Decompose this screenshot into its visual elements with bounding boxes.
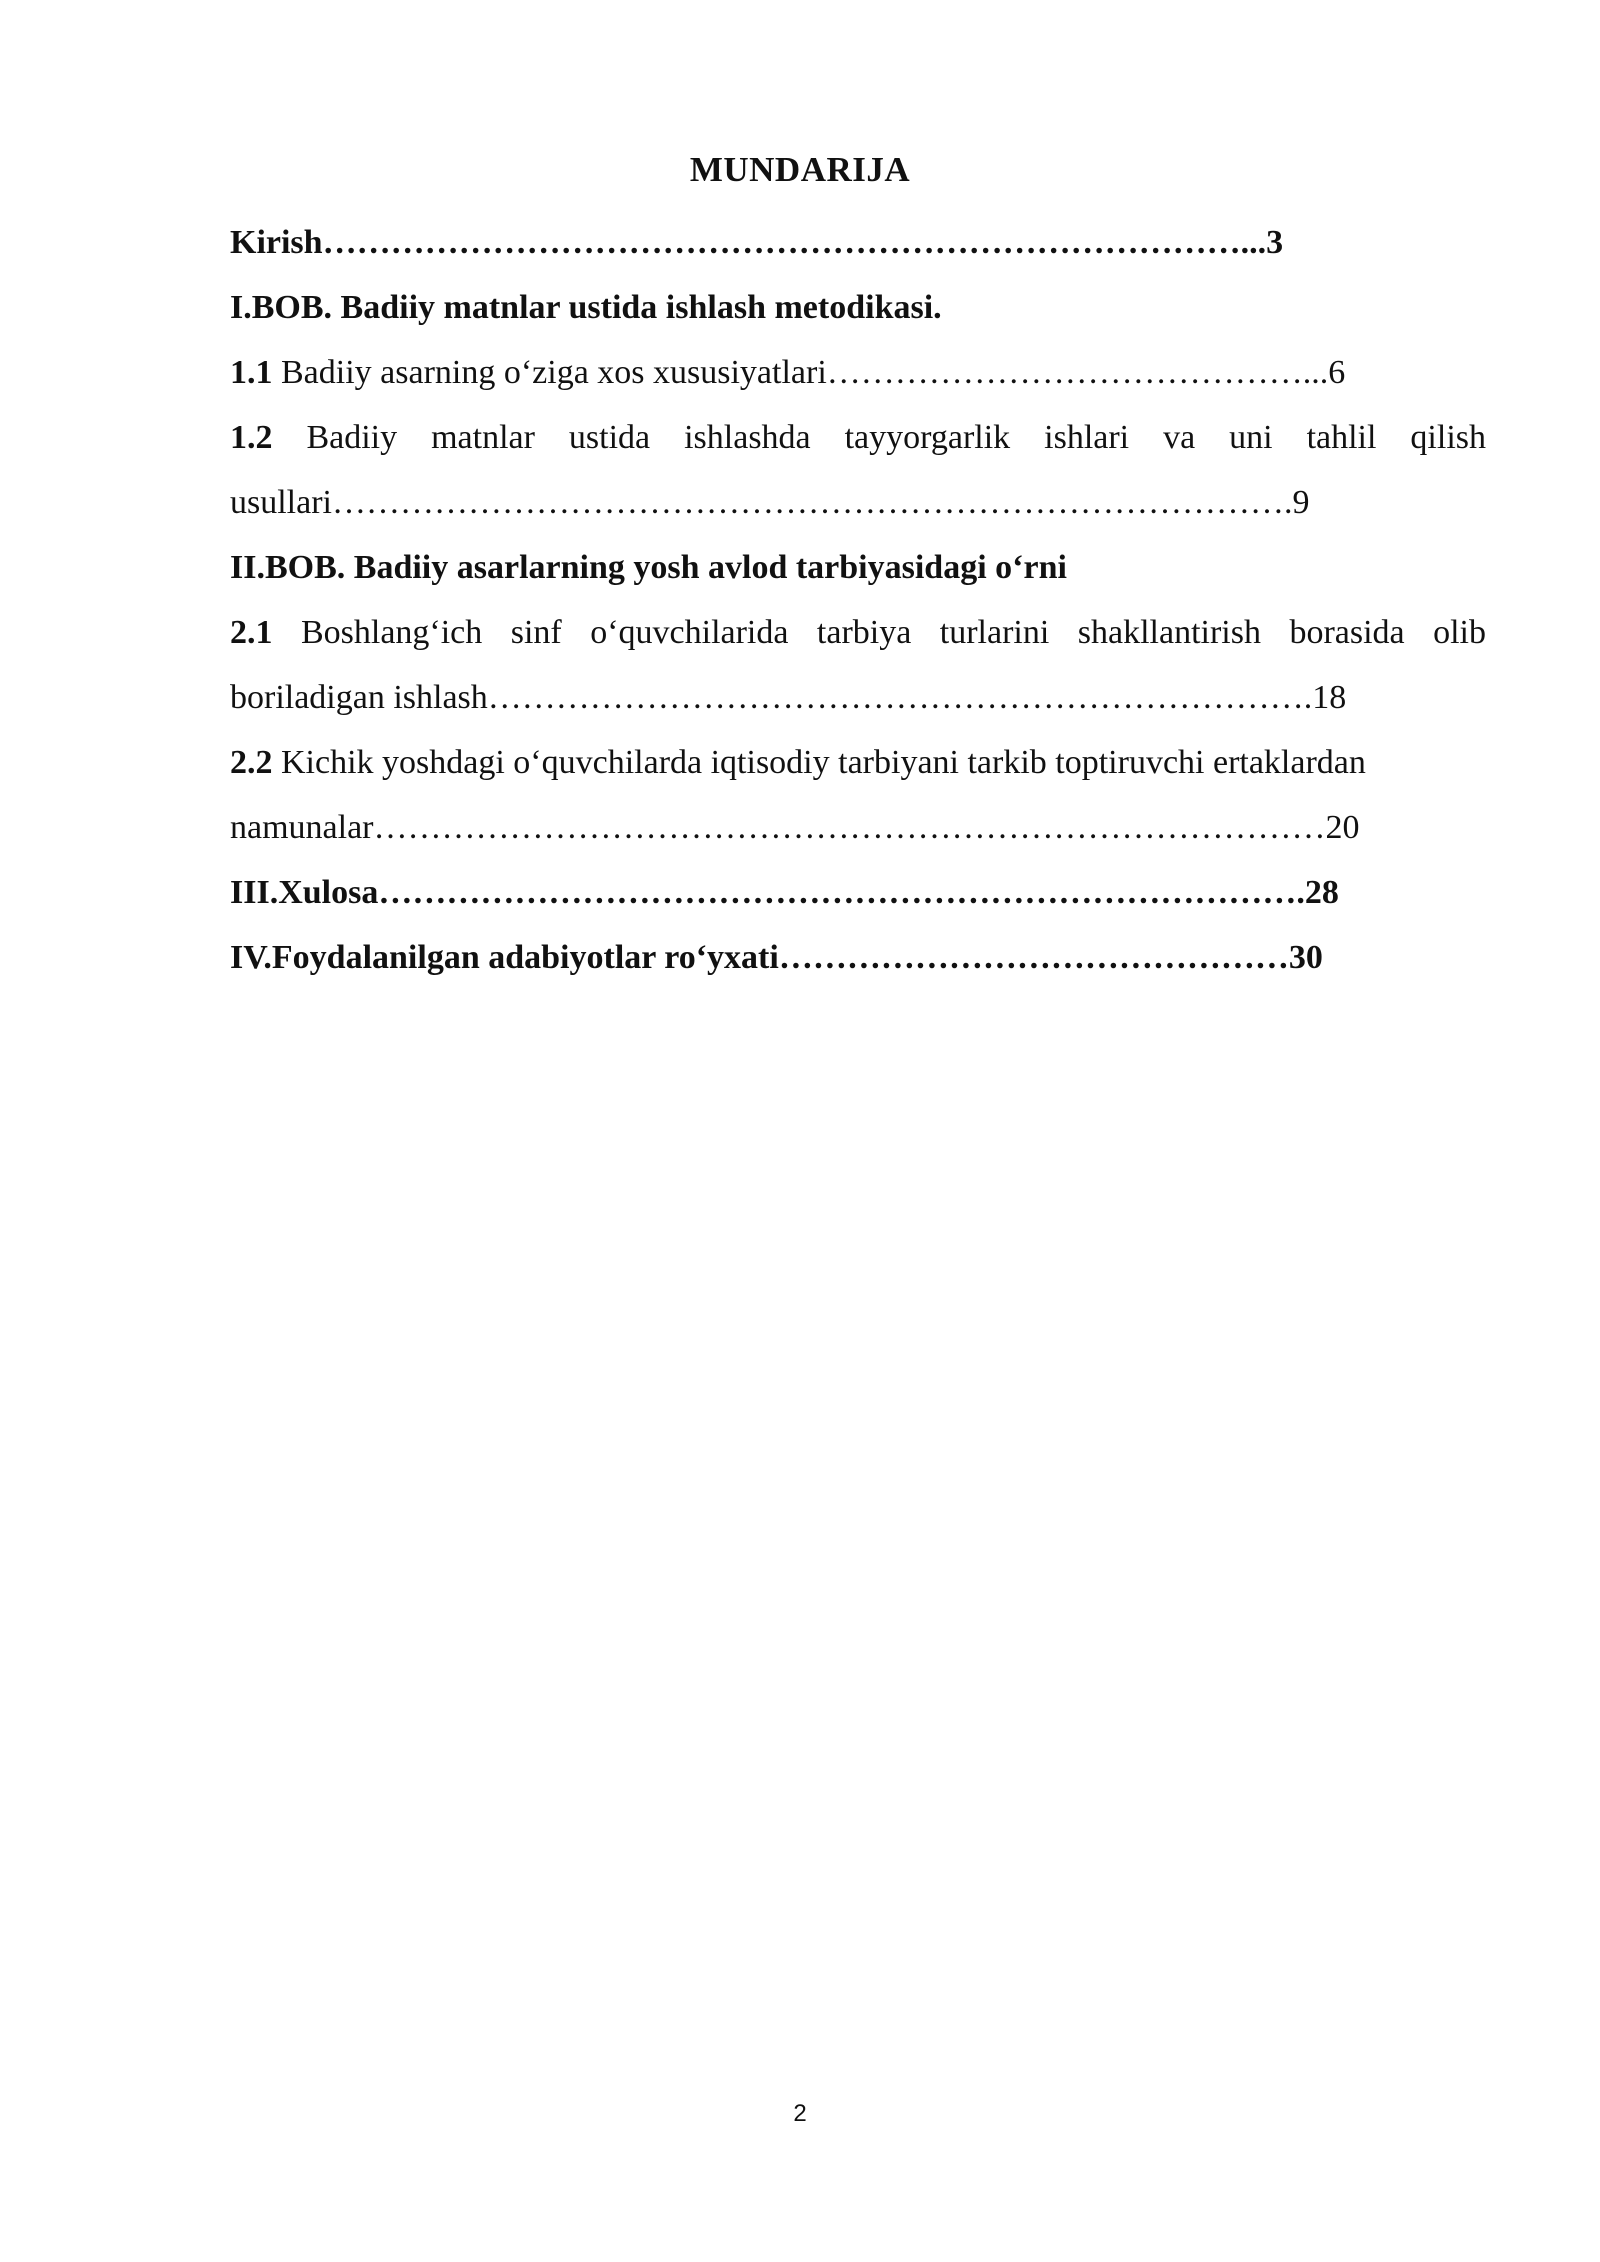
- page-title: MUNDARIJA: [689, 150, 911, 189]
- toc-chapter-1: I.BOB. Badiiy matnlar ustida ishlash metodikasi.: [230, 289, 942, 326]
- section-number: 2.1: [230, 614, 273, 651]
- toc-section-2-1-continued: boriladigan ishlash……………………………………………………………….18: [230, 679, 1347, 716]
- section-title: Badiiy matnlar ustida ishlashda tayyorgarlik ishlari va uni tahlil qilish: [272, 419, 1486, 456]
- page-number: 2: [793, 2100, 807, 2127]
- toc-section-1-2-continued: usullari………………………………………………………………………….9: [230, 484, 1310, 521]
- toc-section-1-1: [230, 340, 1486, 405]
- section-number: 1.1: [230, 354, 273, 391]
- toc-section-2-2: [230, 730, 1486, 795]
- section-title: Badiiy asarning o‘ziga xos xususiyatlari……………………………………...6: [272, 354, 1346, 391]
- table-of-contents: [230, 210, 1486, 990]
- toc-entry-xulosa: III.Xulosa……………………………………………………………………….28: [230, 874, 1339, 911]
- toc-section-2-2-continued: namunalar…………………………………………………………………………20: [230, 809, 1360, 846]
- section-title: Kichik yoshdagi o‘quvchilarda iqtisodiy tarbiyani tarkib toptiruvchi ertaklardan: [272, 744, 1366, 781]
- toc-section-1-2: [230, 405, 1486, 470]
- section-number: 1.2: [230, 419, 273, 456]
- section-number: 2.2: [230, 744, 273, 781]
- section-title: Boshlang‘ich sinf o‘quvchilarida tarbiya turlarini shakllantirish borasida olib: [272, 614, 1486, 651]
- toc-chapter-2: II.BOB. Badiiy asarlarning yosh avlod tarbiyasidagi o‘rni: [230, 549, 1067, 586]
- toc-entry-kirish: Kirish………………………………………………………………………...3: [230, 224, 1284, 261]
- toc-section-2-1: [230, 600, 1486, 665]
- toc-entry-adabiyotlar: IV.Foydalanilgan adabiyotlar ro‘yxati………………………………………30: [230, 939, 1323, 976]
